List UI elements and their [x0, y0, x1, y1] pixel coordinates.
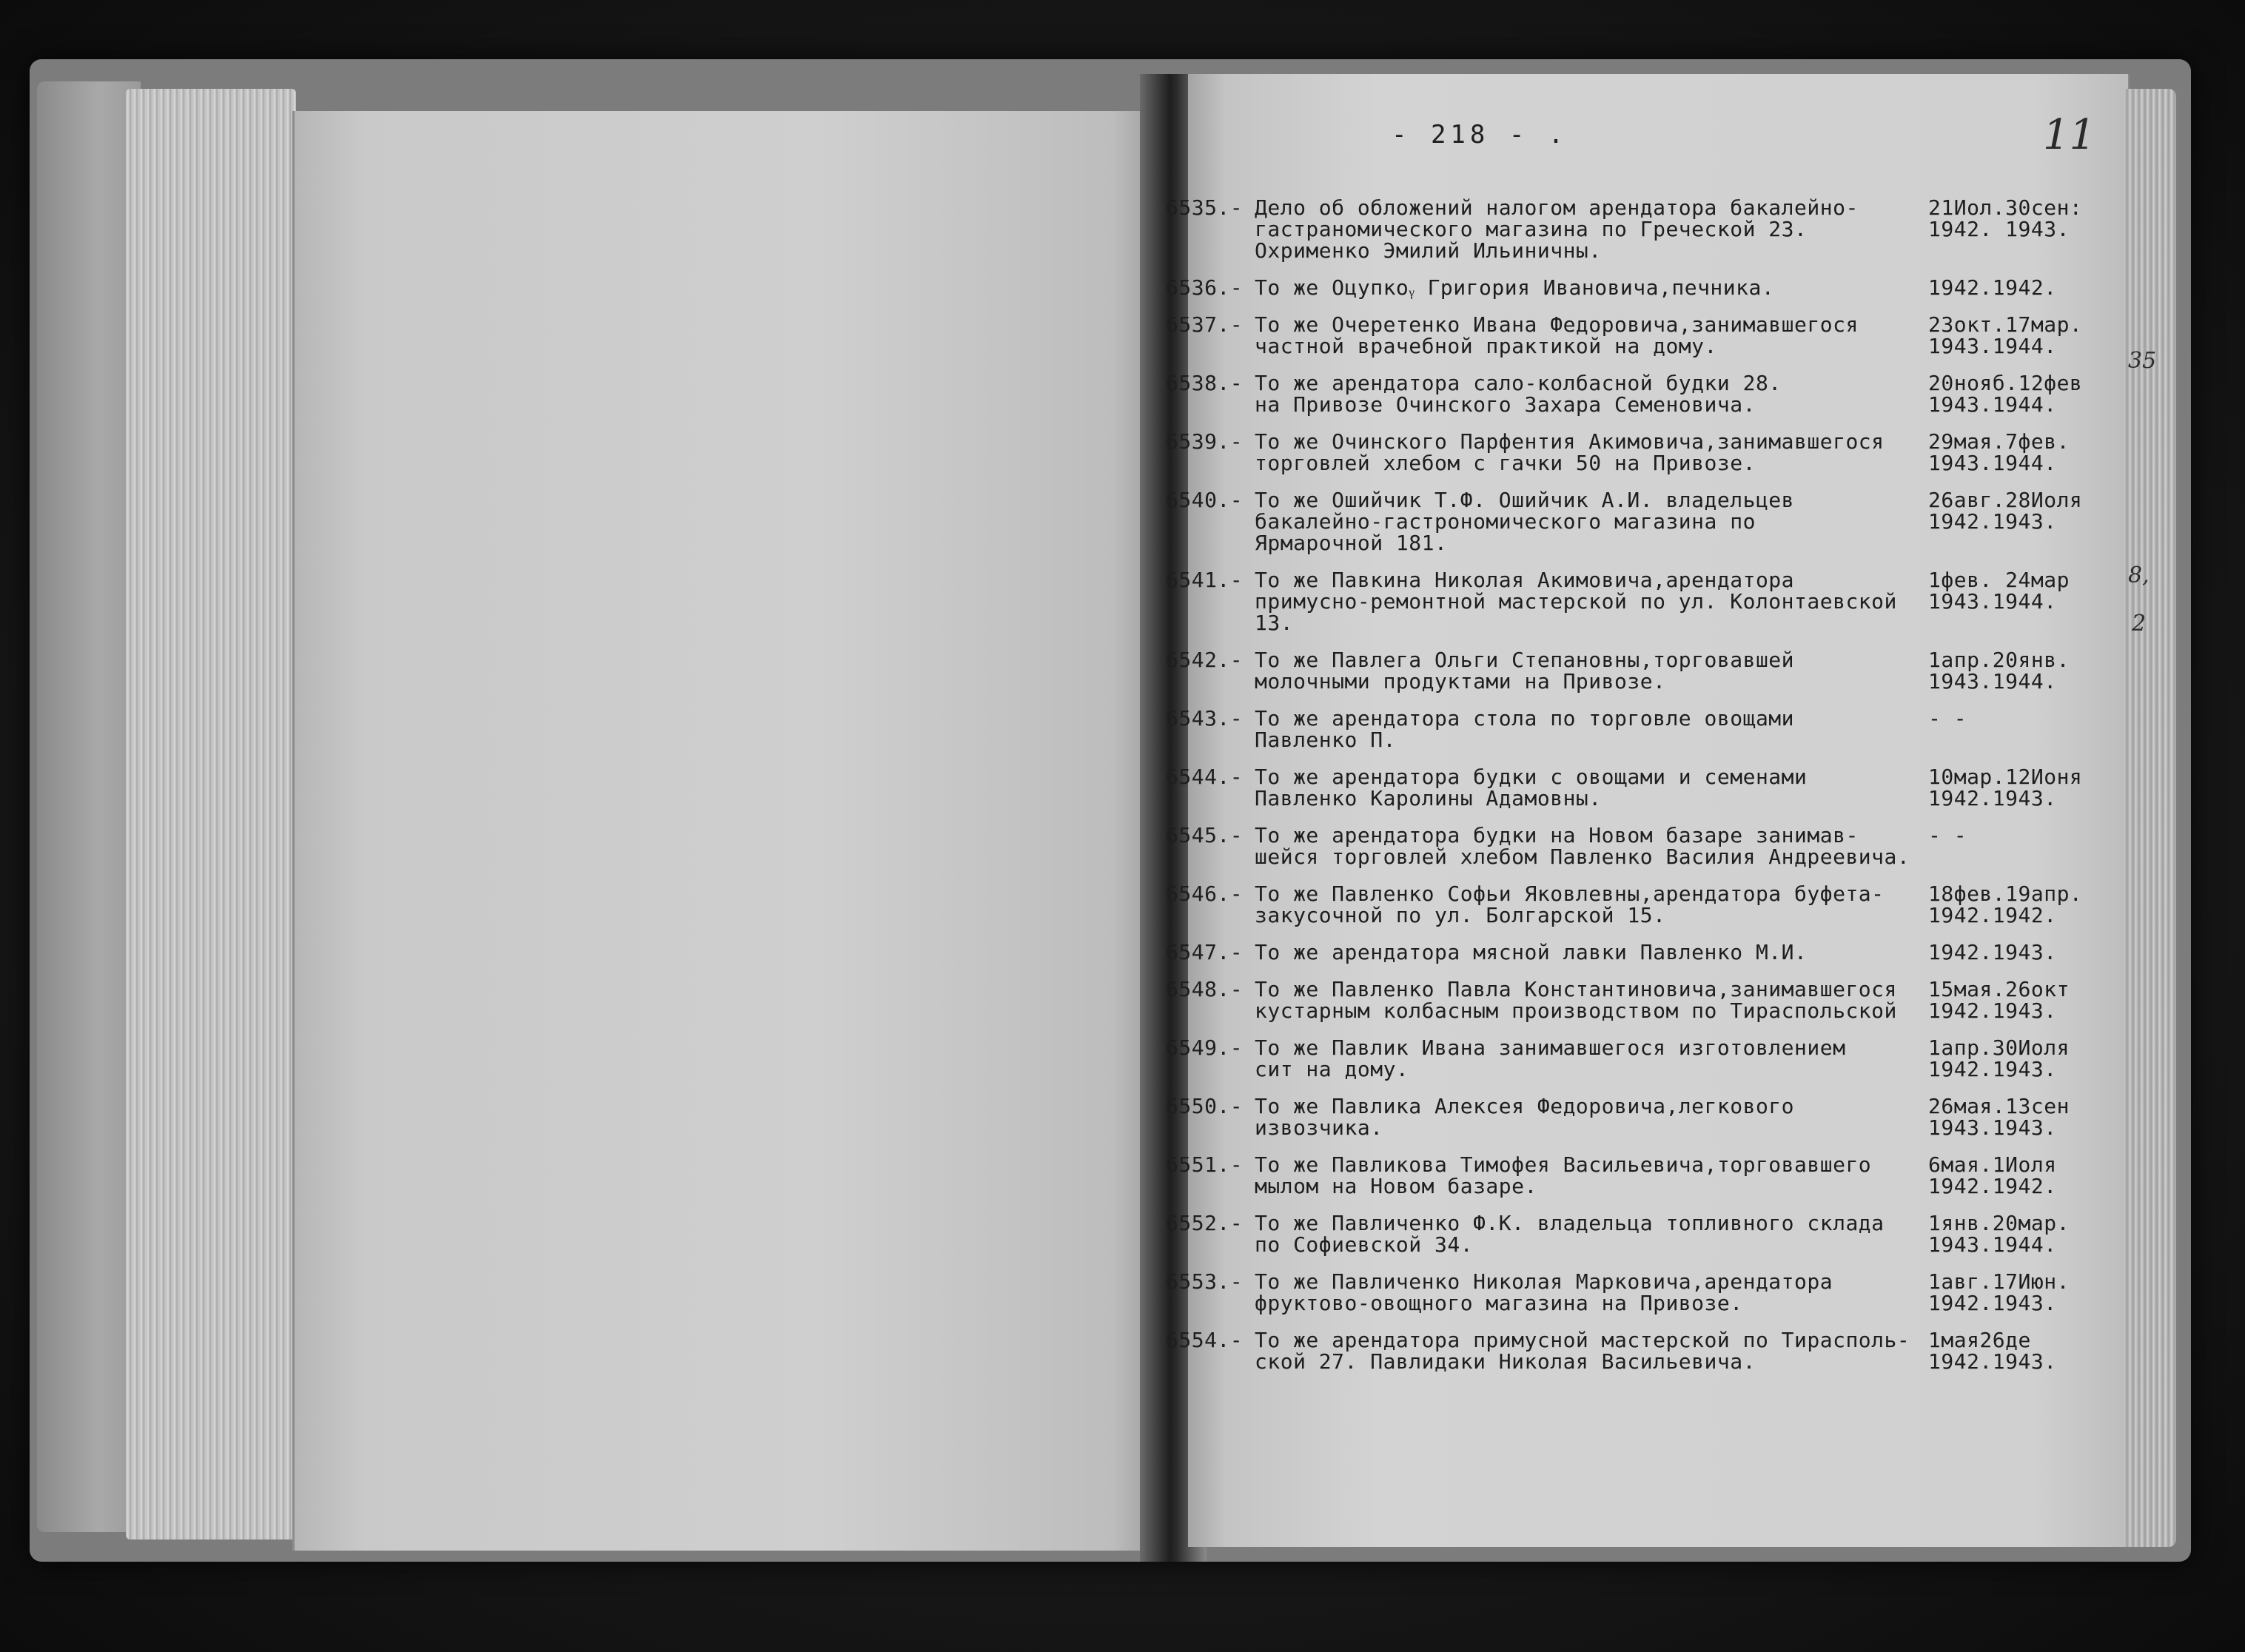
entry-description: То же арендатора стола по торговле овощами Павленко П.	[1255, 706, 1795, 752]
register-entry	[1166, 978, 2121, 1021]
entry-dates: 1мая26де 1942.1943.	[1928, 1328, 2057, 1374]
entry-description: То же Павлега Ольги Степановны,торговавшей молочными продуктами на Привозе.	[1255, 648, 1795, 694]
entry-number: 6553.-	[1166, 1269, 1244, 1294]
right-page-edges	[2124, 89, 2176, 1547]
register-entry	[1166, 649, 2121, 692]
margin-note: 8,	[2128, 563, 2150, 588]
entry-dates: 18фев.19апр. 1942.1942.	[1928, 882, 2083, 927]
entry-dates: 26мая.13сен 1943.1943.	[1928, 1094, 2070, 1140]
entry-dates: - -	[1928, 706, 1967, 731]
register-entry	[1166, 883, 2121, 926]
register-entry	[1166, 708, 2121, 751]
register-entry	[1166, 825, 2121, 867]
entry-description: То же Очинского Парфентия Акимовича,занимавшегося торговлей хлебом с гачки 50 на Привозе.	[1255, 429, 1885, 475]
register-entry	[1166, 1212, 2121, 1255]
entry-dates: 21Иол.30сен: 1942. 1943.	[1928, 195, 2083, 241]
cover-flap	[37, 81, 141, 1532]
entry-dates: - -	[1928, 823, 1967, 847]
entry-description: То же Павликова Тимофея Васильевича,торговавшего мылом на Новом базаре.	[1255, 1152, 1872, 1198]
entry-description: То же арендатора будки на Новом базаре занимав- шейся торговлей хлебом Павленко Василия Андреевича.	[1255, 823, 1910, 869]
entry-description: То же Ошийчик Т.Ф. Ошийчик А.И. владельцев бакалейно-гастрономического магазина по Ярмарочной 181.	[1255, 488, 1795, 555]
register-entry	[1166, 1095, 2121, 1138]
entry-description: Дело об обложений налогом арендатора бакалейно- гастраномического магазина по Греческой 23. Охрименко Эмилий Ильиничны.	[1255, 195, 1859, 263]
entry-dates: 1апр.30Иоля 1942.1943.	[1928, 1035, 2070, 1081]
page-number: - 218 - .	[1392, 120, 1568, 150]
entry-dates: 1942.1943.	[1928, 940, 2057, 964]
entry-description: То же Оцупкоᵧ Григория Ивановича,печника.	[1255, 275, 1775, 300]
entry-dates: 15мая.26окт 1942.1943.	[1928, 977, 2070, 1023]
register-entry	[1166, 197, 2121, 261]
entry-number: 6537.-	[1166, 312, 1244, 337]
entry-description: То же арендатора примусной мастерской по Тирасполь- ской 27. Павлидаки Николая Васильевича.	[1255, 1328, 1910, 1374]
entry-number: 6542.-	[1166, 648, 1244, 672]
register-entry	[1166, 1154, 2121, 1197]
register-entry	[1166, 766, 2121, 809]
left-page-blank	[292, 111, 1164, 1551]
entry-dates: 1фев. 24мар 1943.1944.	[1928, 568, 2070, 614]
entry-number: 6539.-	[1166, 429, 1244, 454]
entry-number: 6536.-	[1166, 275, 1244, 300]
entry-number: 6541.-	[1166, 568, 1244, 592]
entry-number: 6538.-	[1166, 371, 1244, 395]
entry-number: 6554.-	[1166, 1328, 1244, 1352]
register-entry	[1166, 372, 2121, 415]
entry-dates: 23окт.17мар. 1943.1944.	[1928, 312, 2083, 358]
entry-description: То же Павличенко Николая Марковича,арендатора фруктово-овощного магазина на Привозе.	[1255, 1269, 1833, 1315]
entry-description: То же Павличенко Ф.К. владельца топливного склада по Софиевской 34.	[1255, 1211, 1885, 1257]
entry-dates: 26авг.28Иоля 1942.1943.	[1928, 488, 2083, 534]
entry-dates: 1авг.17Июн. 1942.1943.	[1928, 1269, 2070, 1315]
entry-number: 6551.-	[1166, 1152, 1244, 1177]
register-entry	[1166, 277, 2121, 298]
entry-description: То же Павкина Николая Акимовича,арендатора примусно-ремонтной мастерской по ул. Колонтаевской 13.	[1255, 568, 1897, 635]
handwritten-folio-number: 11	[2043, 111, 2096, 159]
entry-dates: 20нояб.12фев 1943.1944.	[1928, 371, 2083, 417]
entry-number: 6540.-	[1166, 488, 1244, 512]
entry-description: То же Павлик Ивана занимавшегося изготовлением сит на дому.	[1255, 1035, 1846, 1081]
page-stack-edge	[126, 89, 296, 1539]
entry-number: 6544.-	[1166, 765, 1244, 789]
register-entry	[1166, 314, 2121, 357]
entry-description: То же Павленко Софьи Яковлевны,арендатора буфета- закусочной по ул. Болгарской 15.	[1255, 882, 1885, 927]
register-entries	[1166, 181, 2121, 1372]
entry-number: 6552.-	[1166, 1211, 1244, 1235]
register-entry	[1166, 431, 2121, 474]
entry-dates: 1янв.20мар. 1943.1944.	[1928, 1211, 2070, 1257]
register-entry	[1166, 569, 2121, 634]
entry-dates: 1апр.20янв. 1943.1944.	[1928, 648, 2070, 694]
entry-description: То же Павлика Алексея Федоровича,легкового извозчика.	[1255, 1094, 1795, 1140]
entry-number: 6549.-	[1166, 1035, 1244, 1060]
entry-number: 6535.-	[1166, 195, 1244, 220]
register-entry	[1166, 489, 2121, 554]
entry-number: 6543.-	[1166, 706, 1244, 731]
entry-dates: 6мая.1Иоля 1942.1942.	[1928, 1152, 2057, 1198]
entry-dates: 1942.1942.	[1928, 275, 2057, 300]
register-entry	[1166, 1329, 2121, 1372]
entry-dates: 10мар.12Ионя 1942.1943.	[1928, 765, 2083, 810]
entry-description: То же арендатора будки с овощами и семенами Павленко Каролины Адамовны.	[1255, 765, 1808, 810]
entry-dates: 29мая.7фев. 1943.1944.	[1928, 429, 2070, 475]
register-entry	[1166, 1271, 2121, 1314]
margin-note: 35	[2128, 348, 2157, 374]
entry-number: 6550.-	[1166, 1094, 1244, 1118]
entry-number: 6545.-	[1166, 823, 1244, 847]
entry-description: То же арендатора сало-колбасной будки 28. на Привозе Очинского Захара Семеновича.	[1255, 371, 1782, 417]
margin-note: 2	[2132, 611, 2147, 637]
register-entry	[1166, 941, 2121, 963]
entry-description: То же Очеретенко Ивана Федоровича,занимавшегося частной врачебной практикой на дому.	[1255, 312, 1859, 358]
register-entry	[1166, 1037, 2121, 1080]
entry-number: 6547.-	[1166, 940, 1244, 964]
entry-description: То же Павленко Павла Константиновича,занимавшегося кустарным колбасным производством по Тираспольской	[1255, 977, 1897, 1023]
entry-description: То же арендатора мясной лавки Павленко М.И.	[1255, 940, 1808, 964]
entry-number: 6548.-	[1166, 977, 1244, 1001]
entry-number: 6546.-	[1166, 882, 1244, 906]
